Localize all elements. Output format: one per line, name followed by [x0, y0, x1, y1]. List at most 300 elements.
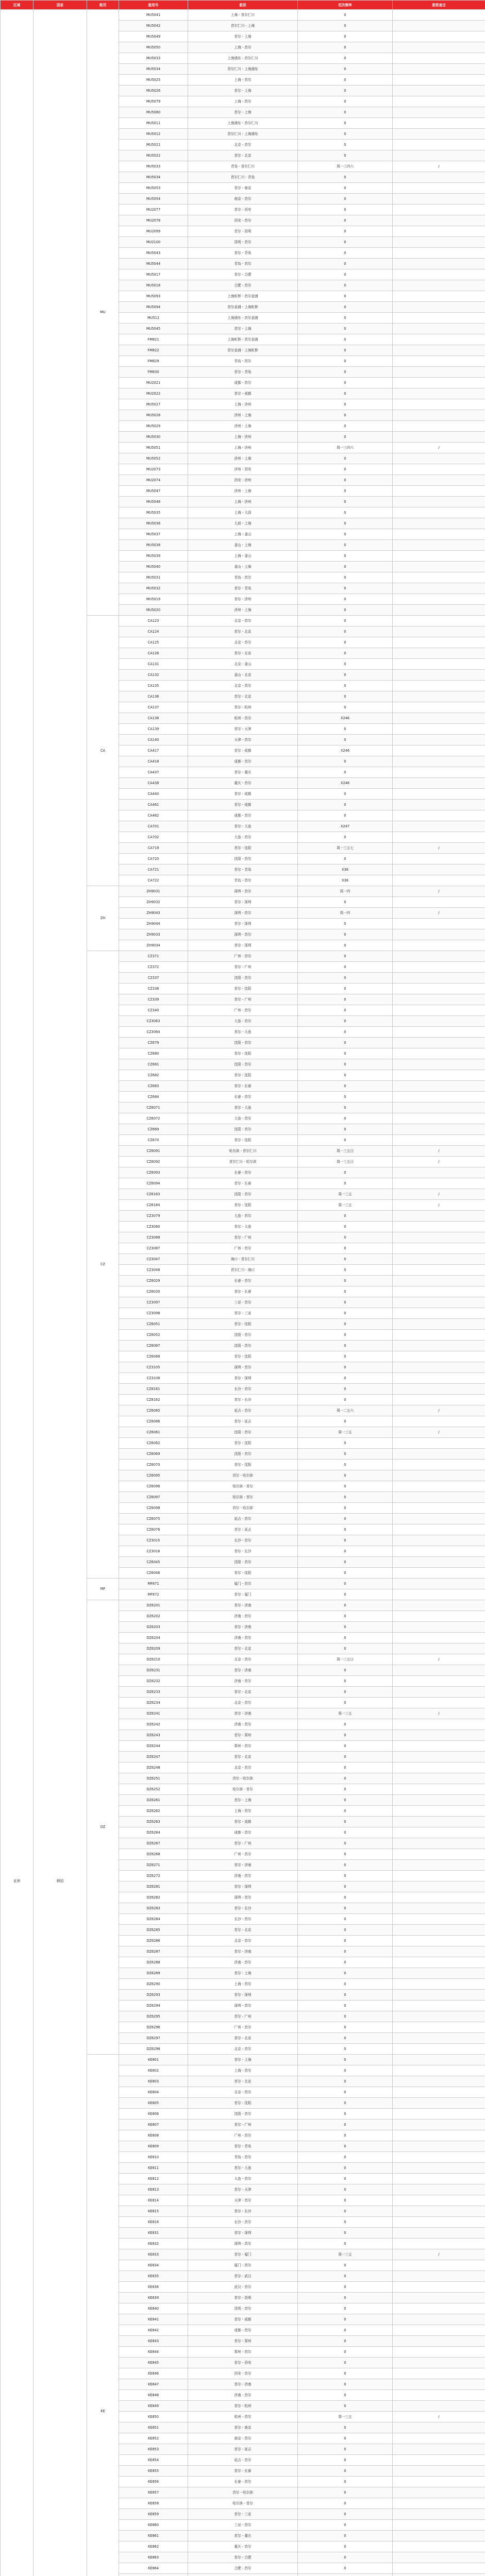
route-cell: 济州 - 上海 — [188, 421, 298, 432]
remark-cell — [393, 2498, 485, 2509]
remark-cell — [393, 291, 485, 302]
flight-no-cell: DZ6298 — [119, 2044, 188, 2055]
frequency-cell: 0 — [298, 2163, 393, 2174]
frequency-cell: 0 — [298, 118, 393, 129]
route-cell: 重庆 - 首尔 — [188, 778, 298, 789]
frequency-cell: 0 — [298, 1914, 393, 1925]
remark-cell — [393, 237, 485, 248]
remark-cell — [393, 1752, 485, 1762]
frequency-cell: 0 — [298, 2130, 393, 2141]
frequency-cell: 0 — [298, 594, 393, 605]
frequency-cell: X246 — [298, 745, 393, 756]
route-cell: 上海 - 济州 — [188, 443, 298, 453]
frequency-cell: 0 — [298, 1957, 393, 1968]
frequency-cell: 0 — [298, 2325, 393, 2336]
frequency-cell: 0 — [298, 269, 393, 280]
remark-cell — [393, 1524, 485, 1535]
flight-no-cell: MU5031 — [119, 572, 188, 583]
remark-cell — [393, 1308, 485, 1319]
route-cell: 首尔 - 北京 — [188, 626, 298, 637]
flight-no-cell: KE804 — [119, 2087, 188, 2098]
remark-cell — [393, 2022, 485, 2033]
flight-no-cell: DZ6271 — [119, 1860, 188, 1871]
flight-no-cell: DZ6287 — [119, 1946, 188, 1957]
route-cell: 首尔 - 沈阳 — [188, 1048, 298, 1059]
route-cell: 首尔 - 沈阳 — [188, 1135, 298, 1146]
remark-cell — [393, 75, 485, 86]
frequency-cell: 0 — [298, 259, 393, 269]
remark-cell — [393, 2325, 485, 2336]
frequency-cell: 0 — [298, 626, 393, 637]
route-cell: 广州 - 首尔 — [188, 1243, 298, 1254]
frequency-cell: 0 — [298, 96, 393, 107]
route-cell: 青岛 - 首尔 — [188, 572, 298, 583]
route-cell: 济州 - 西安 — [188, 464, 298, 475]
frequency-cell: 0 — [298, 31, 393, 42]
flight-no-cell: CZ6052 — [119, 1330, 188, 1341]
flight-no-cell: DZ6264 — [119, 1827, 188, 1838]
frequency-cell: 0 — [298, 2303, 393, 2314]
remark-cell — [393, 691, 485, 702]
remark-cell — [393, 1438, 485, 1449]
frequency-cell: 0 — [298, 367, 393, 378]
route-cell: 首尔 - 北京 — [188, 150, 298, 161]
route-cell: 长春 - 首尔 — [188, 2477, 298, 2487]
route-cell: 首尔 - 沈阳 — [188, 2098, 298, 2109]
flight-no-cell: CZ338 — [119, 984, 188, 994]
remark-cell — [393, 280, 485, 291]
flight-no-cell: CZ6097 — [119, 1492, 188, 1503]
flight-no-cell: CZ6098 — [119, 1503, 188, 1514]
remark-cell — [393, 2271, 485, 2282]
remark-cell: / — [393, 1405, 485, 1416]
flight-no-cell: KE815 — [119, 2206, 188, 2217]
flight-no-cell: DZ6247 — [119, 1752, 188, 1762]
frequency-cell: 0 — [298, 2379, 393, 2390]
frequency-cell: 0 — [298, 940, 393, 951]
route-cell: 首尔 - 北京 — [188, 2076, 298, 2087]
flight-no-cell: KE858 — [119, 2498, 188, 2509]
remark-cell — [393, 1871, 485, 1882]
flight-no-cell: MU5011 — [119, 118, 188, 129]
route-cell: 首尔 - 上海 — [188, 1968, 298, 1979]
flight-no-cell: KE801 — [119, 2055, 188, 2065]
remark-cell — [393, 994, 485, 1005]
route-cell: 上海 - 首尔仁川 — [188, 10, 298, 21]
remark-cell — [393, 1990, 485, 2001]
frequency-cell: 0 — [298, 1990, 393, 2001]
route-cell: 首尔 - 哈尔滨 — [188, 1470, 298, 1481]
table-row — [1, 10, 485, 21]
frequency-cell: 0 — [298, 670, 393, 681]
route-cell: 首尔 - 天津 — [188, 724, 298, 735]
remark-cell — [393, 1351, 485, 1362]
remark-cell: / — [393, 1146, 485, 1157]
frequency-cell: 0 — [298, 150, 393, 161]
flight-no-cell: MU2022 — [119, 388, 188, 399]
frequency-cell: 0 — [298, 1557, 393, 1568]
frequency-cell: 周一四 — [298, 908, 393, 919]
frequency-cell: 0 — [298, 1665, 393, 1676]
route-cell: 上海 - 大邱 — [188, 507, 298, 518]
flight-no-cell: CZ3097 — [119, 1297, 188, 1308]
frequency-cell: 0 — [298, 2541, 393, 2552]
remark-cell — [393, 1005, 485, 1016]
flight-no-cell: MU5039 — [119, 551, 188, 562]
remark-cell — [393, 2433, 485, 2444]
flight-no-cell: MU5033 — [119, 53, 188, 64]
remark-cell — [393, 118, 485, 129]
frequency-cell: 0 — [298, 2206, 393, 2217]
route-cell: 大连 - 首尔 — [188, 1211, 298, 1222]
flight-no-cell: KE814 — [119, 2195, 188, 2206]
route-cell: 哈尔滨 - 首尔 — [188, 1784, 298, 1795]
frequency-cell: 0 — [298, 1265, 393, 1276]
frequency-cell: 0 — [298, 1503, 393, 1514]
remark-cell — [393, 1211, 485, 1222]
flight-no-cell: DZ6288 — [119, 1957, 188, 1968]
route-cell: 昆明 - 首尔 — [188, 2303, 298, 2314]
route-cell: 北京 - 首尔 — [188, 1936, 298, 1946]
remark-cell — [393, 2033, 485, 2044]
remark-cell — [393, 2509, 485, 2520]
flight-no-cell: DZ6296 — [119, 2022, 188, 2033]
route-cell: 首尔 - 上海 — [188, 107, 298, 118]
remark-cell — [393, 2466, 485, 2477]
flight-no-cell: ZH9043 — [119, 908, 188, 919]
frequency-cell: 0 — [298, 2433, 393, 2444]
remark-cell — [393, 2098, 485, 2109]
remark-cell — [393, 1373, 485, 1384]
flight-no-cell: MU5012 — [119, 129, 188, 140]
frequency-cell: 0 — [298, 1027, 393, 1038]
remark-cell — [393, 1481, 485, 1492]
flight-no-cell: MU5035 — [119, 507, 188, 518]
route-cell: 广州 - 首尔 — [188, 1005, 298, 1016]
route-cell: 天津 - 首尔 — [188, 735, 298, 745]
route-cell: 首尔 - 深圳 — [188, 1990, 298, 2001]
flight-no-cell: CZ3105 — [119, 1362, 188, 1373]
route-cell: 合肥 - 首尔 — [188, 2563, 298, 2574]
remark-cell — [393, 832, 485, 843]
remark-cell — [393, 2011, 485, 2022]
flight-no-cell: CZ3079 — [119, 1211, 188, 1222]
flight-no-cell: DZ6262 — [119, 1806, 188, 1817]
route-cell: 大邱 - 上海 — [188, 518, 298, 529]
route-cell: 首尔 - 北京 — [188, 2033, 298, 2044]
frequency-cell: 0 — [298, 756, 393, 767]
flight-no-cell: CA461 — [119, 800, 188, 810]
flight-no-cell: KE839 — [119, 2293, 188, 2303]
flight-no-cell: MU5048 — [119, 497, 188, 507]
frequency-cell: 0 — [298, 562, 393, 572]
frequency-cell: 0 — [298, 1243, 393, 1254]
flight-no-cell: KE812 — [119, 2174, 188, 2184]
remark-cell — [393, 1936, 485, 1946]
route-cell: 延吉 - 首尔 — [188, 1405, 298, 1416]
route-cell: 厦门 - 首尔 — [188, 2260, 298, 2271]
airline-cell: MF — [87, 1579, 119, 1600]
flight-no-cell: CZ6046 — [119, 1568, 188, 1579]
remark-cell — [393, 2109, 485, 2120]
route-cell: 首尔 - 济南 — [188, 1600, 298, 1611]
remark-cell — [393, 388, 485, 399]
flight-no-cell: KE836 — [119, 2282, 188, 2293]
frequency-cell: 0 — [298, 2455, 393, 2466]
frequency-cell: 周一三五日 — [298, 1157, 393, 1167]
flight-no-cell: CA132 — [119, 670, 188, 681]
frequency-cell: 0 — [298, 1232, 393, 1243]
frequency-cell: 周一三五 — [298, 2249, 393, 2260]
route-cell: 首尔 - 沈阳 — [188, 1438, 298, 1449]
remark-cell — [393, 984, 485, 994]
frequency-cell: 0 — [298, 1882, 393, 1892]
frequency-cell: 0 — [298, 1600, 393, 1611]
remark-cell — [393, 659, 485, 670]
remark-cell — [393, 2455, 485, 2466]
remark-cell — [393, 1882, 485, 1892]
remark-cell — [393, 1470, 485, 1481]
remark-cell — [393, 1113, 485, 1124]
route-cell: 首尔 - 深圳 — [188, 940, 298, 951]
remark-cell — [393, 1946, 485, 1957]
frequency-cell: 0 — [298, 810, 393, 821]
flight-no-cell: KE832 — [119, 2239, 188, 2249]
frequency-cell: 0 — [298, 1741, 393, 1752]
flight-no-cell: MU5026 — [119, 86, 188, 96]
remark-cell — [393, 2293, 485, 2303]
route-cell: 济南 - 首尔 — [188, 1676, 298, 1687]
frequency-cell: 0 — [298, 1838, 393, 1849]
frequency-cell: 0 — [298, 984, 393, 994]
flight-no-cell: CZ6075 — [119, 1514, 188, 1524]
flight-no-cell: CA437 — [119, 767, 188, 778]
remark-cell — [393, 2422, 485, 2433]
flight-no-cell: DZ6295 — [119, 2011, 188, 2022]
frequency-cell: 0 — [298, 1871, 393, 1882]
flight-no-cell: KE842 — [119, 2325, 188, 2336]
remark-cell — [393, 735, 485, 745]
frequency-cell: 0 — [298, 767, 393, 778]
route-cell: 上海浦东 - 首尔金浦 — [188, 313, 298, 324]
remark-cell — [393, 507, 485, 518]
remark-cell — [393, 53, 485, 64]
frequency-cell: 0 — [298, 648, 393, 659]
route-cell: 首尔金浦 - 上海虹桥 — [188, 345, 298, 356]
frequency-cell: 0 — [298, 1254, 393, 1265]
route-cell: 北京 - 釜山 — [188, 659, 298, 670]
frequency-cell: 0 — [298, 2314, 393, 2325]
frequency-cell: 0 — [298, 800, 393, 810]
frequency-cell: 0 — [298, 140, 393, 150]
flight-no-cell: CA123 — [119, 616, 188, 626]
flight-no-cell: KE841 — [119, 2314, 188, 2325]
route-cell: 上海 - 首尔 — [188, 2065, 298, 2076]
remark-cell — [393, 1611, 485, 1622]
flight-no-cell: DZ6203 — [119, 1622, 188, 1633]
remark-cell: / — [393, 886, 485, 897]
route-cell: 沈阳 - 首尔 — [188, 1557, 298, 1568]
frequency-cell: 0 — [298, 1373, 393, 1384]
flight-no-cell: CA722 — [119, 875, 188, 886]
remark-cell — [393, 2314, 485, 2325]
flight-no-cell: MU512 — [119, 313, 188, 324]
flight-no-cell: CZ3106 — [119, 1373, 188, 1384]
frequency-cell: 0 — [298, 1784, 393, 1795]
flight-no-cell: CZ372 — [119, 962, 188, 973]
remark-cell — [393, 1070, 485, 1081]
flight-no-cell: MU5052 — [119, 453, 188, 464]
flight-no-cell: CZ6070 — [119, 1460, 188, 1470]
frequency-cell: 周一二五六 — [298, 1405, 393, 1416]
route-cell: 上海 - 首尔 — [188, 1979, 298, 1990]
remark-cell — [393, 2195, 485, 2206]
frequency-cell: X246 — [298, 778, 393, 789]
frequency-cell: 0 — [298, 659, 393, 670]
route-cell: 济州 - 上海 — [188, 410, 298, 421]
remark-cell — [393, 800, 485, 810]
flight-no-cell: KE849 — [119, 2401, 188, 2412]
frequency-cell: 周一三五 — [298, 1189, 393, 1200]
frequency-cell: 0 — [298, 1817, 393, 1827]
flight-no-cell: KE807 — [119, 2120, 188, 2130]
frequency-cell: 0 — [298, 107, 393, 118]
flight-no-cell: KE859 — [119, 2509, 188, 2520]
flight-no-cell: CZ6095 — [119, 1470, 188, 1481]
remark-cell: / — [393, 1654, 485, 1665]
remark-cell — [393, 767, 485, 778]
flight-no-cell: FM830 — [119, 367, 188, 378]
route-cell: 大连 - 首尔 — [188, 2174, 298, 2184]
frequency-cell: 周一三五 — [298, 2412, 393, 2422]
col-header-flight-no: 航班号 — [119, 1, 188, 10]
route-cell: 南京 - 首尔 — [188, 194, 298, 205]
route-cell: 北京 - 首尔 — [188, 1654, 298, 1665]
remark-cell — [393, 1535, 485, 1546]
flight-no-cell: MU5036 — [119, 518, 188, 529]
frequency-cell: 0 — [298, 854, 393, 865]
route-cell: 青岛 - 首尔仁川 — [188, 161, 298, 172]
flight-no-cell: CA417 — [119, 745, 188, 756]
route-cell: 北京 - 首尔 — [188, 1698, 298, 1708]
frequency-cell: 0 — [298, 356, 393, 367]
frequency-cell: 周一三五日 — [298, 1146, 393, 1157]
route-cell: 三亚 - 首尔 — [188, 2520, 298, 2531]
remark-cell — [393, 86, 485, 96]
flight-no-cell: DZ6252 — [119, 1784, 188, 1795]
route-cell: 济南 - 首尔 — [188, 2390, 298, 2401]
frequency-cell: 0 — [298, 129, 393, 140]
route-cell: 首尔 - 济南 — [188, 1622, 298, 1633]
flight-no-cell: CZ6030 — [119, 1286, 188, 1297]
flight-no-cell: CZ3087 — [119, 1243, 188, 1254]
flight-no-cell: CZ682 — [119, 1070, 188, 1081]
remark-cell — [393, 1687, 485, 1698]
route-cell: 首尔 - 长沙 — [188, 1903, 298, 1914]
route-cell: 长沙 - 首尔 — [188, 2217, 298, 2228]
frequency-cell: 0 — [298, 2239, 393, 2249]
route-cell: 大连 - 首尔 — [188, 832, 298, 843]
remark-cell: / — [393, 443, 485, 453]
flight-no-cell: CZ6091 — [119, 1146, 188, 1157]
remark-cell — [393, 378, 485, 388]
route-cell: 深圳 - 首尔 — [188, 2239, 298, 2249]
frequency-cell: 周一三四六 — [298, 443, 393, 453]
frequency-cell: 0 — [298, 464, 393, 475]
flight-no-cell: CZ6093 — [119, 1167, 188, 1178]
remark-cell — [393, 1254, 485, 1265]
frequency-cell: 0 — [298, 1470, 393, 1481]
route-cell: 三亚 - 首尔 — [188, 1297, 298, 1308]
flight-no-cell: KE856 — [119, 2477, 188, 2487]
frequency-cell: 0 — [298, 962, 393, 973]
route-cell: 首尔仁川 - 青岛 — [188, 172, 298, 183]
flight-no-cell: CZ8162 — [119, 1395, 188, 1405]
remark-cell — [393, 226, 485, 237]
route-cell: 首尔 - 哈尔滨 — [188, 1773, 298, 1784]
flight-no-cell: KE855 — [119, 2466, 188, 2477]
flight-no-cell: KE857 — [119, 2487, 188, 2498]
route-cell: 首尔 - 长沙 — [188, 1546, 298, 1557]
route-cell: 深圳 - 首尔 — [188, 929, 298, 940]
remark-cell — [393, 1773, 485, 1784]
remark-cell — [393, 31, 485, 42]
route-cell: 首尔 - 济州 — [188, 594, 298, 605]
frequency-cell: 0 — [298, 2563, 393, 2574]
route-cell: 首尔 - 青岛 — [188, 2141, 298, 2152]
frequency-cell: 0 — [298, 1773, 393, 1784]
remark-cell — [393, 1860, 485, 1871]
frequency-cell: 0 — [298, 345, 393, 356]
frequency-cell: 0 — [298, 1925, 393, 1936]
route-cell: 首尔 - 北京 — [188, 1643, 298, 1654]
route-cell: 郑州 - 首尔 — [188, 1741, 298, 1752]
frequency-cell: 0 — [298, 1330, 393, 1341]
route-cell: 首尔 - 成都 — [188, 2314, 298, 2325]
frequency-cell: 0 — [298, 2422, 393, 2433]
flight-no-cell: MU2074 — [119, 475, 188, 486]
frequency-cell: 周一四 — [298, 886, 393, 897]
remark-cell — [393, 2368, 485, 2379]
flight-no-cell: CZ6088 — [119, 1351, 188, 1362]
remark-cell — [393, 1243, 485, 1254]
remark-cell — [393, 1395, 485, 1405]
frequency-cell: 0 — [298, 1762, 393, 1773]
remark-cell — [393, 2541, 485, 2552]
route-cell: 首尔 - 南京 — [188, 183, 298, 194]
flight-no-cell: CZ337 — [119, 973, 188, 984]
route-cell: 首尔 - 长春 — [188, 1178, 298, 1189]
frequency-cell: 0 — [298, 702, 393, 713]
remark-cell — [393, 518, 485, 529]
remark-cell — [393, 2044, 485, 2055]
frequency-cell: 0 — [298, 1687, 393, 1698]
route-cell: 首尔 - 广州 — [188, 1838, 298, 1849]
route-cell: 上海 - 首尔 — [188, 42, 298, 53]
flight-no-cell: CZ3048 — [119, 1265, 188, 1276]
remark-cell — [393, 64, 485, 75]
route-cell: 首尔 - 成都 — [188, 745, 298, 756]
flight-no-cell: MU5093 — [119, 291, 188, 302]
flight-no-cell: MU5043 — [119, 248, 188, 259]
route-cell: 延吉 - 首尔 — [188, 1514, 298, 1524]
frequency-cell: 0 — [298, 1167, 393, 1178]
route-cell: 济南 - 首尔 — [188, 1719, 298, 1730]
frequency-cell: 0 — [298, 205, 393, 215]
flight-no-cell: DZ6234 — [119, 1698, 188, 1708]
remark-cell — [393, 1914, 485, 1925]
remark-cell — [393, 702, 485, 713]
